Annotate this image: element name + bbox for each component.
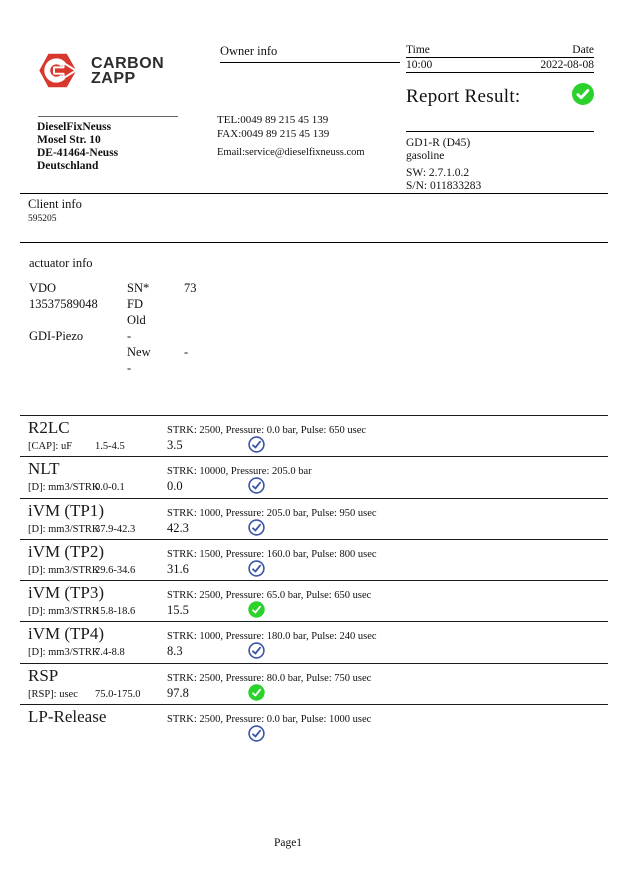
report-result-pass-icon <box>572 83 594 111</box>
machine-model: GD1-R (D45) <box>406 137 471 149</box>
machine-info <box>406 131 594 192</box>
test-name: NLT <box>28 459 60 479</box>
test-parameters: STRK: 2500, Pressure: 65.0 bar, Pulse: 650 usec <box>167 590 372 602</box>
actuator-cell <box>29 345 127 361</box>
actuator-cell <box>184 297 197 313</box>
status-pass-icon <box>248 436 265 453</box>
date-value: 2022-08-08 <box>540 59 594 71</box>
status-pass-icon <box>248 725 265 742</box>
divider-header <box>20 193 608 194</box>
test-parameters: STRK: 1000, Pressure: 205.0 bar, Pulse: 950 usec <box>167 507 377 519</box>
actuator-cell <box>29 361 127 377</box>
test-parameters: STRK: 10000, Pressure: 205.0 bar <box>167 466 312 478</box>
test-range: 7.4-8.8 <box>95 647 125 659</box>
test-row-ivm-tp3 <box>20 580 608 621</box>
divider-client <box>20 242 608 243</box>
test-name: iVM (TP2) <box>28 541 105 561</box>
status-pass-icon <box>248 477 265 494</box>
report-result-label: Report Result: <box>406 86 521 107</box>
test-row-ivm-tp4 <box>20 621 608 662</box>
test-measure-label: [CAP]: uF <box>28 441 73 452</box>
actuator-info-grid <box>29 281 197 376</box>
actuator-cell <box>184 361 197 377</box>
test-measure-label: [D]: mm3/STRK <box>28 523 100 535</box>
test-value: 3.5 <box>167 438 183 452</box>
client-id: 595205 <box>28 214 57 224</box>
status-pass-icon <box>248 601 265 618</box>
actuator-cell: - <box>184 344 189 359</box>
status-pass-icon <box>248 642 265 659</box>
test-parameters: STRK: 2500, Pressure: 0.0 bar, Pulse: 1000 usec <box>167 714 372 726</box>
test-row-lp-release <box>20 704 608 754</box>
test-measure-label: [RSP]: usec <box>28 688 78 700</box>
test-range: 75.0-175.0 <box>95 688 141 700</box>
test-name: RSP <box>28 665 59 685</box>
time-value: 10:00 <box>406 59 433 71</box>
actuator-cell <box>29 313 127 329</box>
test-results-table <box>20 415 608 754</box>
test-value: 97.8 <box>167 685 189 700</box>
test-row-rsp <box>20 663 608 704</box>
time-label: Time <box>406 44 430 56</box>
test-measure-label: [D]: mm3/STRK <box>28 564 100 576</box>
test-value: 42.3 <box>167 520 189 535</box>
actuator-cell: Old <box>127 312 146 327</box>
client-info-label: Client info <box>28 197 82 211</box>
actuator-cell <box>184 313 197 329</box>
client-info-section <box>28 197 82 224</box>
test-parameters: STRK: 1500, Pressure: 160.0 bar, Pulse: 800 usec <box>167 548 377 560</box>
actuator-cell: - <box>127 360 132 375</box>
owner-tel: TEL:0049 89 215 45 139 <box>217 114 329 126</box>
test-row-ivm-tp2 <box>20 539 608 580</box>
test-parameters: STRK: 2500, Pressure: 0.0 bar, Pulse: 650 usec <box>167 425 367 436</box>
time-date-labels <box>406 44 594 58</box>
test-range: 29.6-34.6 <box>95 564 136 576</box>
test-row-nlt <box>20 456 608 497</box>
test-range: 15.8-18.6 <box>95 606 136 618</box>
actuator-cell: SN* <box>127 281 150 295</box>
report-result <box>406 83 594 111</box>
time-date-block <box>406 44 594 74</box>
test-value: 0.0 <box>167 479 183 494</box>
test-name: LP-Release <box>28 707 107 727</box>
page-number: Page1 <box>273 837 303 849</box>
actuator-cell: FD <box>127 296 143 311</box>
brand-line2: ZAPP <box>91 70 136 87</box>
test-value: 31.6 <box>167 561 189 576</box>
machine-fuel: gasoline <box>406 149 445 162</box>
time-date-values <box>406 59 594 73</box>
actuator-info-label: actuator info <box>29 256 93 270</box>
test-range: 1.5-4.5 <box>95 441 125 452</box>
brand-wordmark <box>91 56 164 86</box>
brand-line1: CARBON <box>91 55 165 72</box>
test-name: iVM (TP3) <box>28 583 105 603</box>
owner-fax: FAX:0049 89 215 45 139 <box>217 127 330 140</box>
test-range: 37.9-42.3 <box>95 523 136 535</box>
test-name: iVM (TP1) <box>28 500 105 520</box>
actuator-cell: VDO <box>29 281 57 295</box>
machine-serial-number: S/N: 011833283 <box>406 179 482 192</box>
date-label: Date <box>572 44 594 56</box>
owner-name: DieselFixNeuss <box>37 121 112 133</box>
test-row-ivm-tp1 <box>20 498 608 539</box>
actuator-cell <box>184 329 197 345</box>
status-pass-icon <box>248 560 265 577</box>
actuator-cell: 73 <box>184 281 197 295</box>
actuator-cell: New <box>127 344 151 359</box>
owner-country: Deutschland <box>37 160 99 172</box>
test-row-r2lc <box>20 415 608 456</box>
owner-address <box>37 121 118 173</box>
machine-software-version: SW: 2.7.1.0.2 <box>406 167 470 179</box>
actuator-cell: - <box>127 328 132 343</box>
test-value: 8.3 <box>167 644 183 659</box>
owner-address-divider <box>38 116 178 117</box>
status-pass-icon <box>248 519 265 536</box>
owner-info-heading: Owner info <box>220 44 400 63</box>
test-parameters: STRK: 1000, Pressure: 180.0 bar, Pulse: 240 usec <box>167 631 377 643</box>
carbonzapp-logo-icon <box>38 53 78 93</box>
actuator-cell: GDI-Piezo <box>29 328 84 343</box>
test-value: 15.5 <box>167 603 189 618</box>
test-name: iVM (TP4) <box>28 624 105 644</box>
owner-email: Email:service@dieselfixneuss.com <box>217 147 365 158</box>
test-parameters: STRK: 2500, Pressure: 80.0 bar, Pulse: 750 usec <box>167 672 372 684</box>
owner-city: DE-41464-Neuss <box>37 147 119 159</box>
test-range: 0.0-0.1 <box>95 482 125 494</box>
status-pass-icon <box>248 684 265 701</box>
test-measure-label: [D]: mm3/STRK <box>28 606 100 618</box>
owner-street: Mosel Str. 10 <box>37 134 101 146</box>
test-name: R2LC <box>28 418 70 437</box>
actuator-cell: 13537589048 <box>29 296 98 311</box>
test-measure-label: [D]: mm3/STRK <box>28 482 100 494</box>
owner-contact <box>217 114 365 160</box>
test-measure-label: [D]: mm3/STRK <box>28 647 100 659</box>
